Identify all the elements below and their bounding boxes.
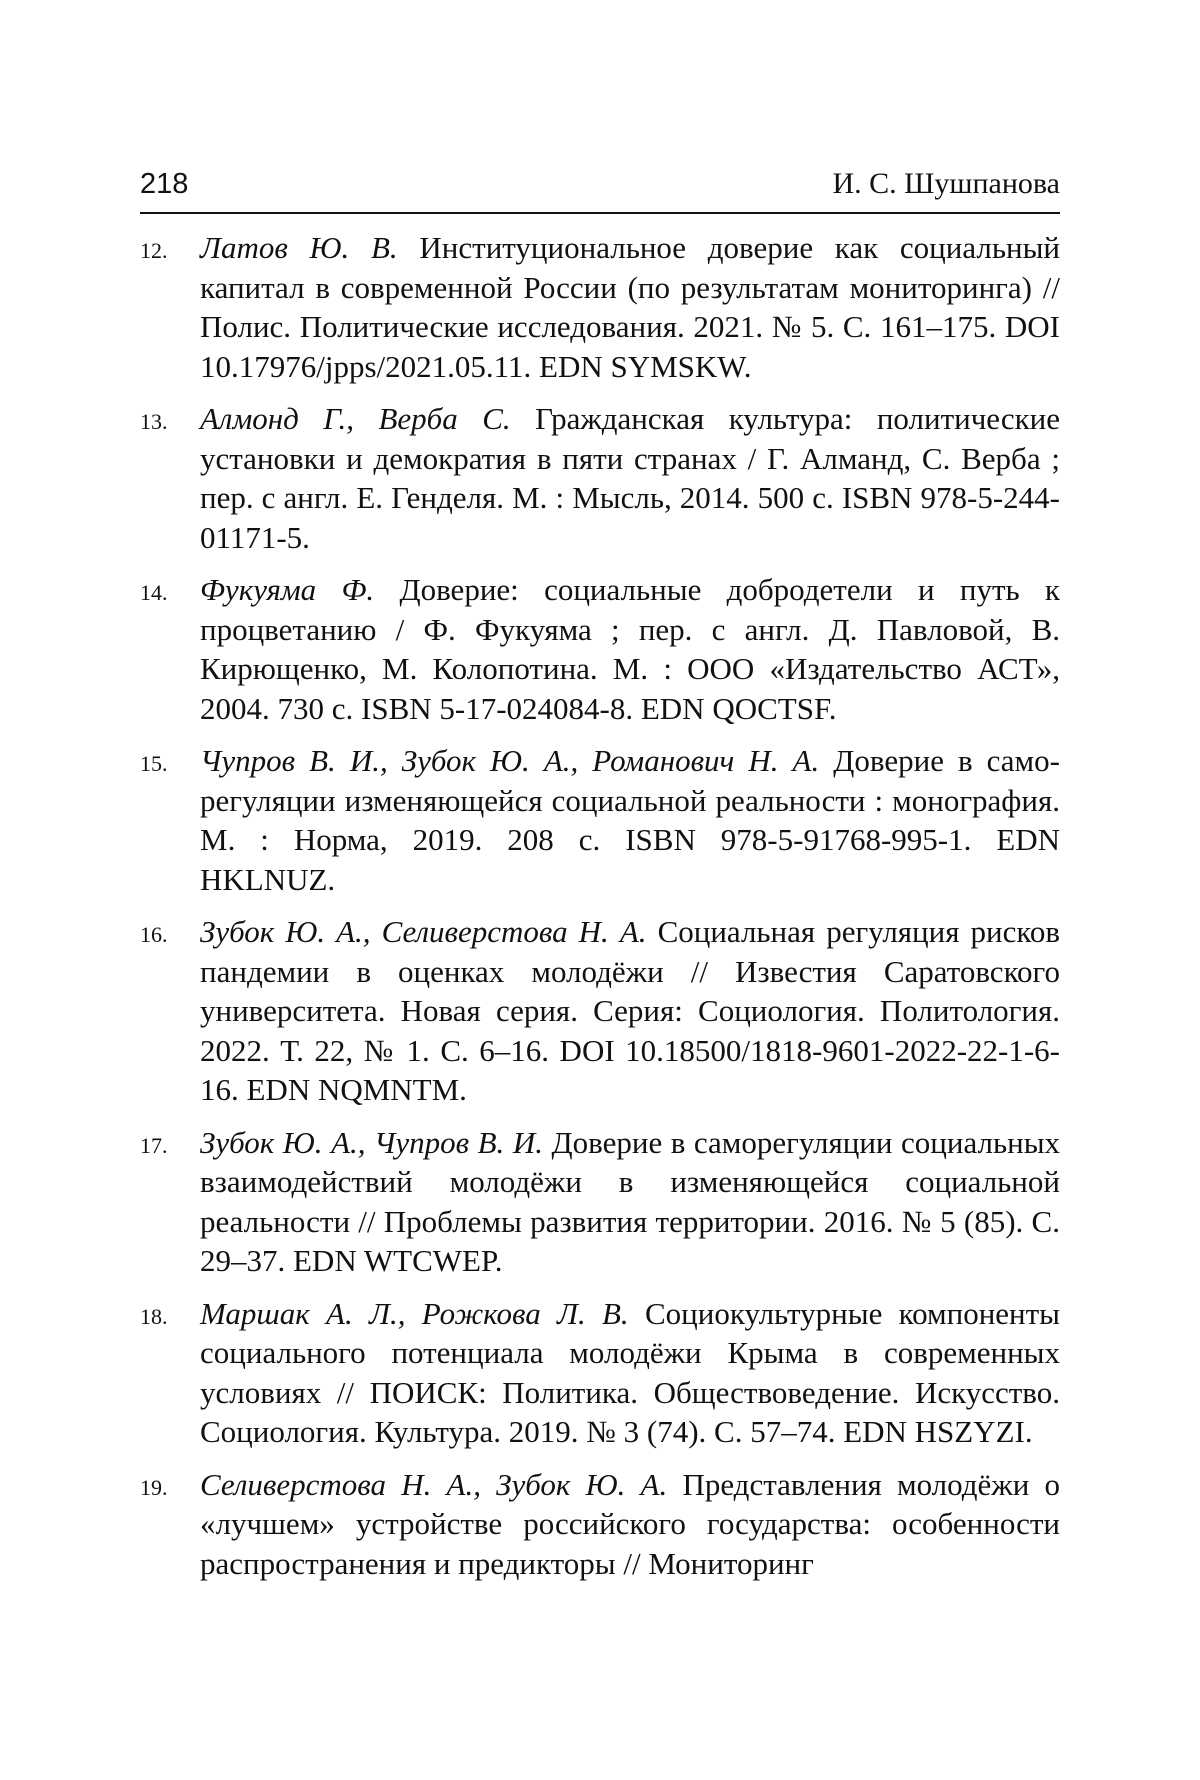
- reference-authors: Алмонд Г., Верба С.: [200, 401, 511, 436]
- reference-item: [140, 1123, 1060, 1281]
- page-header: [140, 164, 1060, 214]
- reference-text: Доверие в саморегуляции социальных взаимодействий молодёжи в изменяющейся социальной реальности // Проблемы развития территории. 2016. № 5 (85). С. 29–37. EDN WTCWEP.: [200, 1124, 1061, 1278]
- reference-item: [140, 228, 1060, 386]
- reference-authors: Фукуяма Ф.: [200, 572, 375, 607]
- reference-number: 19.: [140, 1474, 168, 1500]
- reference-number: 14.: [140, 580, 168, 605]
- reference-text: Социокультурные компоненты социального потенциала молодёжи Крыма в современных условиях // ПОИСК: Политика. Обществоведение. Искусство. Социология. Культура. 2019. № 3 (74). С. 57–74. EDN HSZYZI.: [200, 1295, 1061, 1449]
- reference-text: Гражданская культура: политические установки и демократия в пяти странах / Г. Алманд, С. Верба ; пер. с англ. Е. Генделя. М. : Мысль, 2014. 500 с. ISBN 978-5-244-01171-5.: [200, 401, 1060, 555]
- reference-number: 12.: [140, 238, 168, 263]
- reference-item: [140, 1294, 1060, 1452]
- reference-item: [140, 912, 1060, 1110]
- reference-number: 15.: [140, 751, 168, 776]
- reference-number: 16.: [140, 922, 168, 947]
- running-head-author: И. С. Шушпанова: [832, 167, 1060, 200]
- reference-item: [140, 741, 1060, 899]
- page-number: 218: [140, 168, 189, 200]
- reference-authors: Селиверстова Н. А., Зубок Ю. А.: [200, 1466, 668, 1502]
- reference-item: [140, 399, 1060, 557]
- reference-authors: Маршак А. Л., Рожкова Л. В.: [200, 1295, 629, 1331]
- reference-text: Институциональное доверие как социальный капитал в современной России (по результатам мониторинга) // Полис. Политические исследования. 2021. № 5. С. 161–175. DOI 10.17976/jpps/2021.05.11. EDN SYMSKW.: [200, 230, 1061, 384]
- reference-text: Доверие в саморегуляции изменяющейся социальной реальности : монография. М. : Норма, 2019. 208 с. ISBN 978-5-91768-995-1. EDN HKLNUZ.: [200, 743, 1060, 897]
- reference-authors: Зубок Ю. А., Чупров В. И.: [200, 1124, 543, 1160]
- reference-item: [140, 570, 1060, 728]
- reference-authors: Чупров В. И., Зубок Ю. А., Романович Н. А.: [200, 743, 820, 778]
- reference-number: 18.: [140, 1303, 168, 1329]
- reference-list: [140, 228, 1060, 1596]
- reference-number: 13.: [140, 409, 168, 434]
- reference-authors: Латов Ю. В.: [200, 230, 398, 265]
- reference-item: [140, 1465, 1060, 1584]
- reference-text: Социальная регуляция рисков пандемии в оценках молодёжи // Известия Саратовского университета. Новая серия. Серия: Социология. Политология. 2022. Т. 22, № 1. С. 6–16. DOI 10.18500/1818-9601-2022-22-1-6-16. EDN NQMNTM.: [200, 914, 1060, 1107]
- reference-authors: Зубок Ю. А., Селиверстова Н. А.: [200, 914, 647, 949]
- reference-text: Доверие: социальные добродетели и путь к процветанию / Ф. Фукуяма ; пер. с англ. Д. Павловой, В. Кирющенко, М. Колопотина. М. : ООО «Издательство АСТ», 2004. 730 с. ISBN 5-17-024084-8. EDN QOCTSF.: [200, 572, 1060, 726]
- reference-text: Представления молодёжи о «лучшем» устройстве российского государства: особенности распространения и предикторы // Мониторинг: [200, 1466, 1060, 1581]
- reference-number: 17.: [140, 1132, 168, 1158]
